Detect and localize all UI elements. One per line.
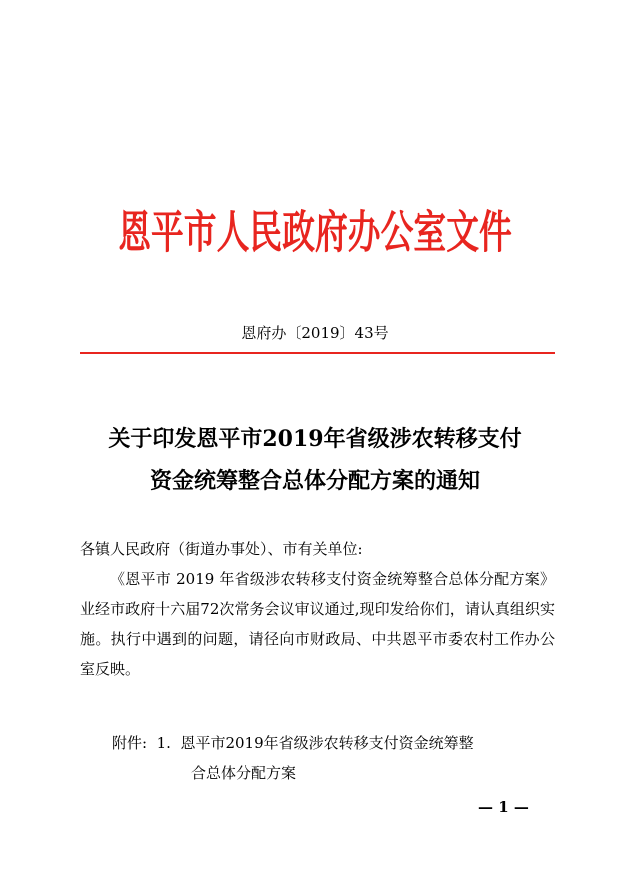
attachment-list: [112, 728, 552, 788]
document-header-title: 恩平市人民政府办公室文件: [118, 206, 512, 259]
attachment-item-1: [112, 728, 552, 758]
document-number: 恩府办〔2019〕43号: [241, 324, 389, 342]
body-paragraph: 《恩平市 2019 年省级涉农转移支付资金统筹整合总体分配方案》业经市政府十六届72次常务会议审议通过,现印发给你们，请认真组织实施。执行中遇到的问题，请径向市财政局、中共恩平市委农村工作办公室反映。: [80, 570, 555, 678]
notice-title: [0, 418, 630, 502]
notice-body: [80, 534, 555, 684]
red-divider-line: [80, 352, 555, 354]
attachment-item-number: 1.: [156, 734, 171, 752]
attachment-label: 附件:: [112, 734, 148, 752]
attachment-item-text-line-2: 合总体分配方案: [191, 764, 297, 782]
page-number: — 1 —: [478, 798, 529, 816]
notice-title-line-1: 关于印发恩平市2019年省级涉农转移支付: [108, 426, 522, 452]
attachment-item-text-line-1: 恩平市2019年省级涉农转移支付资金统筹整: [180, 734, 474, 752]
notice-title-line-2: 资金统筹整合总体分配方案的通知: [149, 468, 480, 494]
salutation: 各镇人民政府（街道办事处）、市有关单位:: [80, 540, 363, 558]
